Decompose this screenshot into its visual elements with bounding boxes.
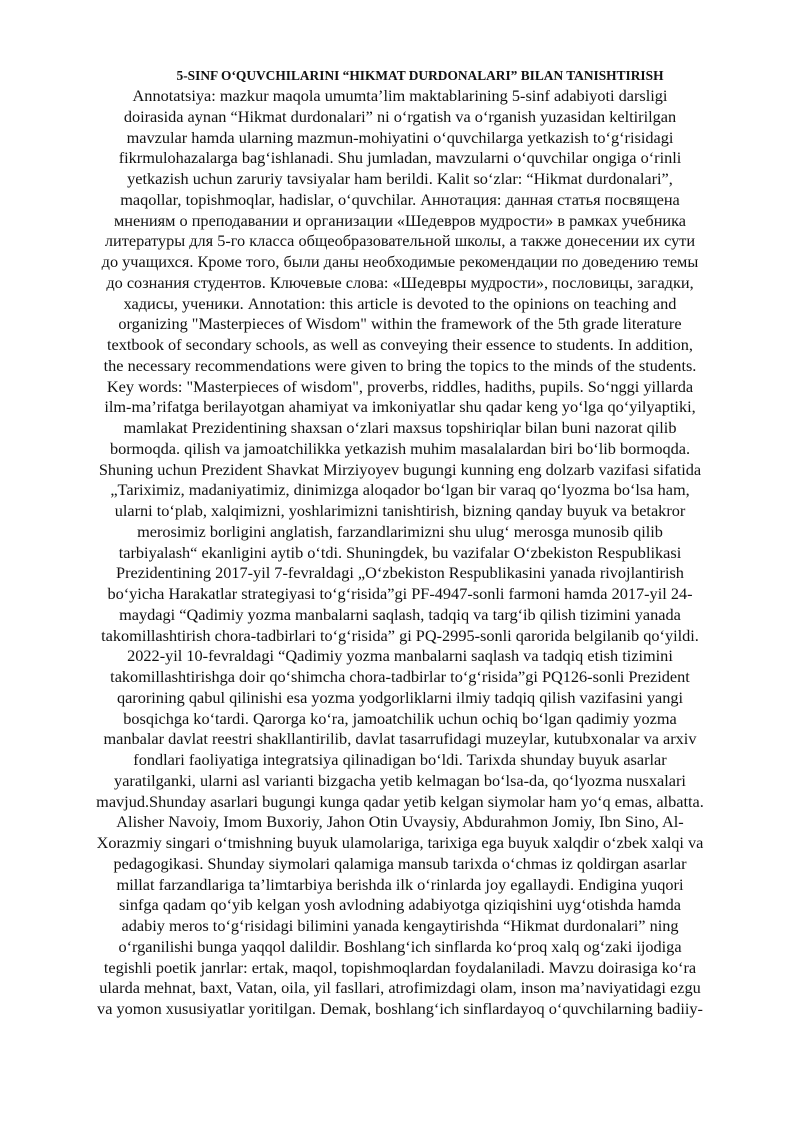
text-line: qarorining qabul qilinishi esa yozma yodgorliklarni ilmiy tadqiq qilish vazifasini yangi [116,687,684,707]
text-line: takomillashtirishga doir qo‘shimcha chora-tadbirlar to‘g‘risida”gi PQ126-sonli Prezident [110,667,690,686]
text-line: литературы для 5-го класса общеобразовательной школы, а также донесении их сути [104,231,696,251]
text-line: Shuning uchun Prezident Shavkat Mirziyoyev bugungi kunning eng dolzarb vazifasi sifatida [98,459,702,479]
text-line: the necessary recommendations were given to bring the topics to the minds of the students. [103,355,697,375]
document-body [44,86,756,1020]
text-line: bormoqda. qilish va jamoatchilikka yetkazish muhim masalalardan biri bo‘lib bormoqda. [109,438,691,458]
text-line: 2022-yil 10-fevraldagi “Qadimiy yozma manbalarni saqlash va tadqiq etish tizimini [127,646,673,666]
text-line: merosimiz borligini anglatish, farzandlarimizni shu ulug‘ merosga munosib qilib [137,521,663,541]
text-line: мнениям о преподавании и организации «Шедевров мудрости» в рамках учебника [113,210,687,230]
text-line: adabiy meros to‘g‘risidagi bilimini yanada kengaytirishda “Hikmat durdonalari” ning [121,916,679,935]
text-line: va yomon xususiyatlar yoritilgan. Demak, boshlang‘ich sinflardayoq o‘quvchilarning badiiy- [97,999,703,1018]
text-line: до учащихся. Кроме того, были даны необходимые рекомендации по доведению темы [101,252,699,271]
text-line: Xorazmiy singari o‘tmishning buyuk ulamolariga, tarixiga ega buyuk xalqdir o‘zbek xalqi va [96,833,704,852]
text-line: fikrmulohazalarga bag‘ishlanadi. Shu jumladan, mavzularni o‘quvchilar ongiga o‘rinli [118,148,682,168]
text-line: Alisher Navoiy, Imom Buxoriy, Jahon Otin Uvaysiy, Abdurahmon Jomiy, Ibn Sino, Al- [116,812,684,832]
text-line: pedagogikasi. Shunday siymolari qalamiga mansub tarixda o‘chmas iz qoldirgan asarlar [113,853,687,873]
text-line: doirasida aynan “Hikmat durdonalari” ni o‘rgatish va o‘rganish yuzasidan keltirilgan [123,106,677,126]
text-line: до сознания студентов. Ключевые слова: «Шедевры мудрости», пословицы, загадки, [106,272,694,292]
text-line: maqollar, topishmoqlar, hadislar, o‘quvchilar. Аннотация: данная статья посвящена [120,189,680,209]
text-line: yaratilganki, ularni asl varianti bizgacha yetib kelmagan bo‘lsa-da, qo‘lyozma nusxalari [114,770,686,790]
text-line: bo‘yicha Harakatlar strategiyasi to‘g‘risida”gi PF-4947-sonli farmoni hamda 2017-yil 24- [107,584,693,603]
document-page [44,66,756,1020]
text-line: manbalar davlat reestri shakllantirilib, davlat tasarrufidagi muzeylar, kutubxonalar va arxiv [103,729,697,749]
text-line: Prezidentining 2017-yil 7-fevraldagi „O‘zbekiston Respublikasini yanada rivojlantirish [116,563,684,583]
text-line: tegishli poetik janrlar: ertak, maqol, topishmoqlardan foydalaniladi. Mavzu doirasiga ko‘ra [103,957,697,977]
text-line: o‘rganilishi bunga yaqqol dalildir. Boshlang‘ich sinflarda ko‘proq xalq og‘zaki ijodiga [118,936,682,956]
text-line: ularda mehnat, baxt, Vatan, oila, yil fasllari, atrofimizdagi olam, inson ma’naviyatidagi ezgu [99,978,701,998]
text-line: fondlari faoliyatiga integratsiya qilinadigan bo‘ldi. Tarixda shunday buyuk asarlar [133,750,667,769]
text-line: „Tariximiz, madaniyatimiz, dinimizga aloqador bo‘lgan bir varaq qo‘lyozma bo‘lsa ham, [110,480,690,500]
text-line: maydagi “Qadimiy yozma manbalarni saqlash, tadqiq va targ‘ib qilish tizimini yanada [119,604,681,624]
text-line: ilm-ma’rifatga berilayotgan ahamiyat va imkoniyatlar shu qadar keng yo‘lga qo‘yilyaptiki, [104,397,696,417]
document-title: 5-SINF O‘QUVCHILARINI “HIKMAT DURDONALARI” BILAN TANISHTIRISH [176,68,664,83]
text-line: sinfga qadam qo‘yib kelgan yosh avlodning adabiyotga qiziqishini uyg‘otishda hamda [118,895,682,915]
text-line: tarbiyalash“ ekanligini aytib o‘tdi. Shuningdek, bu vazifalar O‘zbekiston Respublikasi [118,542,682,562]
text-line: takomillashtirish chora-tadbirlari to‘g‘risida” gi PQ-2995-sonli qarorida belgilanib qo‘yildi. [101,625,699,645]
text-line: textbook of secondary schools, as well as conveying their essence to students. In addition, [107,335,693,354]
text-line: organizing "Masterpieces of Wisdom" within the framework of the 5th grade literature [118,314,682,334]
text-line: mamlakat Prezidentining shaxsan o‘zlari maxsus topshiriqlar bilan buni nazorat qilib [123,418,677,437]
text-line: millat farzandlariga ta’limtarbiya berishda ilk o‘rinlarda joy egallaydi. Endigina yuqori [116,874,684,894]
text-line: Key words: "Masterpieces of wisdom", proverbs, riddles, hadiths, pupils. So‘nggi yillarda [106,376,694,396]
text-line: хадисы, ученики. Annotation: this article is devoted to the opinions on teaching and [123,293,677,313]
text-line: bosqichga ko‘tardi. Qarorga ko‘ra, jamoatchilik uchun ochiq bo‘lgan qadimiy yozma [123,708,677,728]
text-line: yetkazish uchun zaruriy tavsiyalar ham berildi. Kalit so‘zlar: “Hikmat durdonalari”, [127,169,673,188]
text-line: mavjud.Shunday asarlari bugungi kunga qadar yetib kelgan siymolar ham yo‘q emas, albatta. [96,791,704,811]
text-line: Annotatsiya: mazkur maqola umumta’lim maktablarining 5-sinf adabiyoti darsligi [132,86,668,105]
text-line: ularni to‘plab, xalqimizni, yoshlarimizni tanishtirish, bizning qanday buyuk va betakror [114,501,686,520]
text-line: mavzular hamda ularning mazmun-mohiyatini o‘quvchilarga yetkazish to‘g‘risidagi [126,127,674,147]
